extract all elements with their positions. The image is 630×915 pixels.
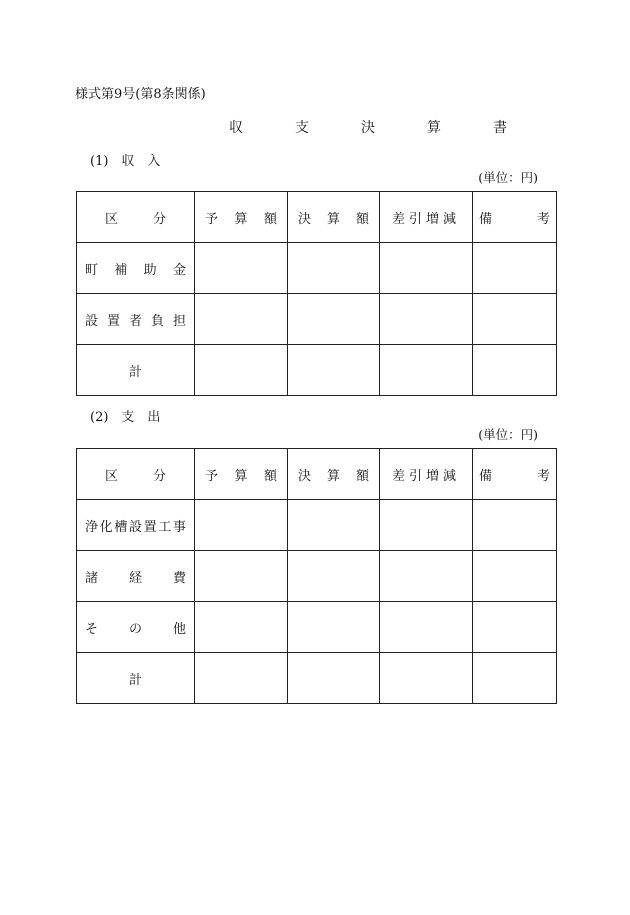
row-label-misc-expenses: 諸経費 [77,551,195,602]
row-label-total: 計 [77,345,195,396]
col-header-category: 区 分 [77,449,195,500]
expense-unit-label: (単位：円) [478,427,538,442]
cell-difference[interactable] [380,345,473,396]
cell-settlement[interactable] [288,602,380,653]
income-unit-label: (単位：円) [478,170,538,185]
cell-settlement[interactable] [288,653,380,704]
form-number: 様式第9号(第8条関係) [75,87,206,102]
cell-remarks[interactable] [473,602,557,653]
col-header-settlement: 決 算 額 [288,192,380,243]
table-row [77,500,557,551]
row-label-total: 計 [77,653,195,704]
col-header-budget: 予 算 額 [195,449,288,500]
cell-difference[interactable] [380,294,473,345]
cell-settlement[interactable] [288,294,380,345]
cell-budget[interactable] [195,653,288,704]
row-label-town-subsidy: 町補助金 [77,243,195,294]
cell-remarks[interactable] [473,653,557,704]
cell-difference[interactable] [380,653,473,704]
income-heading: (1) 収 入 [90,154,161,169]
expense-heading: (2) 支 出 [90,410,161,425]
cell-remarks[interactable] [473,345,557,396]
col-header-difference: 差引増減 [380,449,473,500]
row-label-septic-installation: 浄化槽設置工事 [77,500,195,551]
table-row [77,653,557,704]
row-label-other: その他 [77,602,195,653]
expense-header-row [77,449,557,500]
cell-difference[interactable] [380,243,473,294]
cell-budget[interactable] [195,243,288,294]
table-row [77,345,557,396]
col-header-budget: 予 算 額 [195,192,288,243]
expense-table [76,448,557,704]
col-header-remarks: 備 考 [473,449,557,500]
cell-difference[interactable] [380,602,473,653]
cell-settlement[interactable] [288,500,380,551]
cell-budget[interactable] [195,345,288,396]
document-title: 収 支 決 算 書 [229,120,526,136]
table-row [77,602,557,653]
cell-difference[interactable] [380,500,473,551]
income-header-row [77,192,557,243]
cell-budget[interactable] [195,294,288,345]
cell-budget[interactable] [195,602,288,653]
income-table [76,191,557,396]
cell-remarks[interactable] [473,551,557,602]
table-row [77,294,557,345]
cell-remarks[interactable] [473,243,557,294]
cell-settlement[interactable] [288,551,380,602]
table-row [77,551,557,602]
table-row [77,243,557,294]
row-label-installer-share: 設置者負担 [77,294,195,345]
cell-settlement[interactable] [288,345,380,396]
col-header-settlement: 決 算 額 [288,449,380,500]
col-header-difference: 差引増減 [380,192,473,243]
cell-remarks[interactable] [473,294,557,345]
col-header-category: 区 分 [77,192,195,243]
cell-difference[interactable] [380,551,473,602]
cell-settlement[interactable] [288,243,380,294]
col-header-remarks: 備 考 [473,192,557,243]
cell-budget[interactable] [195,551,288,602]
cell-budget[interactable] [195,500,288,551]
cell-remarks[interactable] [473,500,557,551]
